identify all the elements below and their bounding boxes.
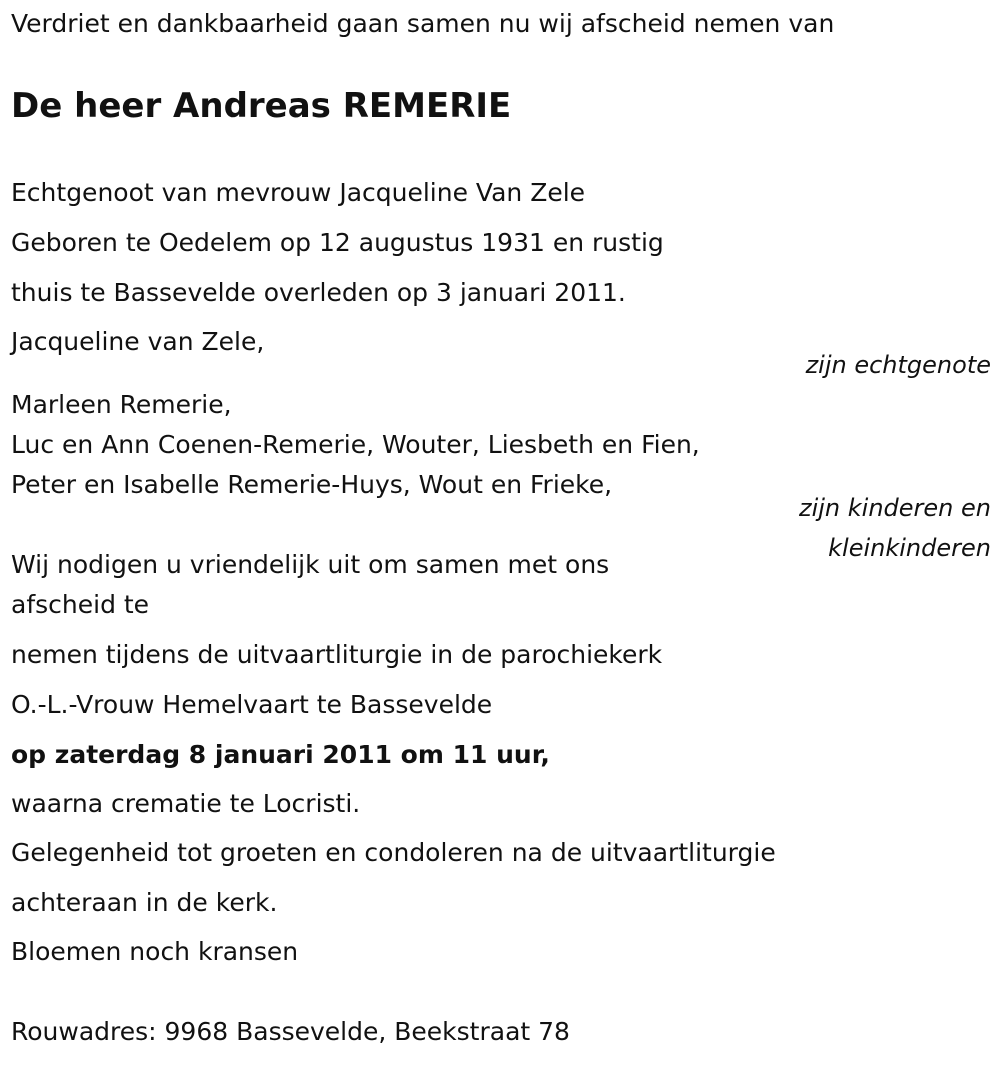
spouse-role: zijn echtgenote xyxy=(805,351,991,379)
children-role-line-2: kleinkinderen xyxy=(828,534,991,562)
invitation-line-4: O.-L.-Vrouw Hemelvaart te Bassevelde xyxy=(11,690,493,719)
invitation-line-2: afscheid te xyxy=(11,590,150,619)
service-date: op zaterdag 8 januari 2011 om 11 uur, xyxy=(11,740,550,769)
invitation-line-1: Wij nodigen u vriendelijk uit om samen met ons xyxy=(11,550,610,579)
invitation-line-3: nemen tijdens de uitvaartliturgie in de parochiekerk xyxy=(11,640,663,669)
deceased-name: De heer Andreas REMERIE xyxy=(11,86,512,126)
intro-line: Verdriet en dankbaarheid gaan samen nu wij afscheid nemen van xyxy=(11,9,835,38)
bio-line-2: Geboren te Oedelem op 12 augustus 1931 en rustig xyxy=(11,228,664,257)
invitation-line-5: waarna crematie te Locristi. xyxy=(11,789,361,818)
children-role-line-1: zijn kinderen en xyxy=(799,494,991,522)
invitation-line-7: achteraan in de kerk. xyxy=(11,888,278,917)
invitation-line-6: Gelegenheid tot groeten en condoleren na de uitvaartliturgie xyxy=(11,838,776,867)
invitation-line-8: Bloemen noch kransen xyxy=(11,937,299,966)
spouse-name: Jacqueline van Zele, xyxy=(11,327,265,356)
child-line-2: Luc en Ann Coenen-Remerie, Wouter, Liesbeth en Fien, xyxy=(11,430,700,459)
child-line-1: Marleen Remerie, xyxy=(11,390,232,419)
bio-line-1: Echtgenoot van mevrouw Jacqueline Van Zele xyxy=(11,178,586,207)
mourning-address: Rouwadres: 9968 Bassevelde, Beekstraat 78 xyxy=(11,1017,570,1046)
bio-line-3: thuis te Bassevelde overleden op 3 januari 2011. xyxy=(11,278,626,307)
child-line-3: Peter en Isabelle Remerie-Huys, Wout en Frieke, xyxy=(11,470,613,499)
